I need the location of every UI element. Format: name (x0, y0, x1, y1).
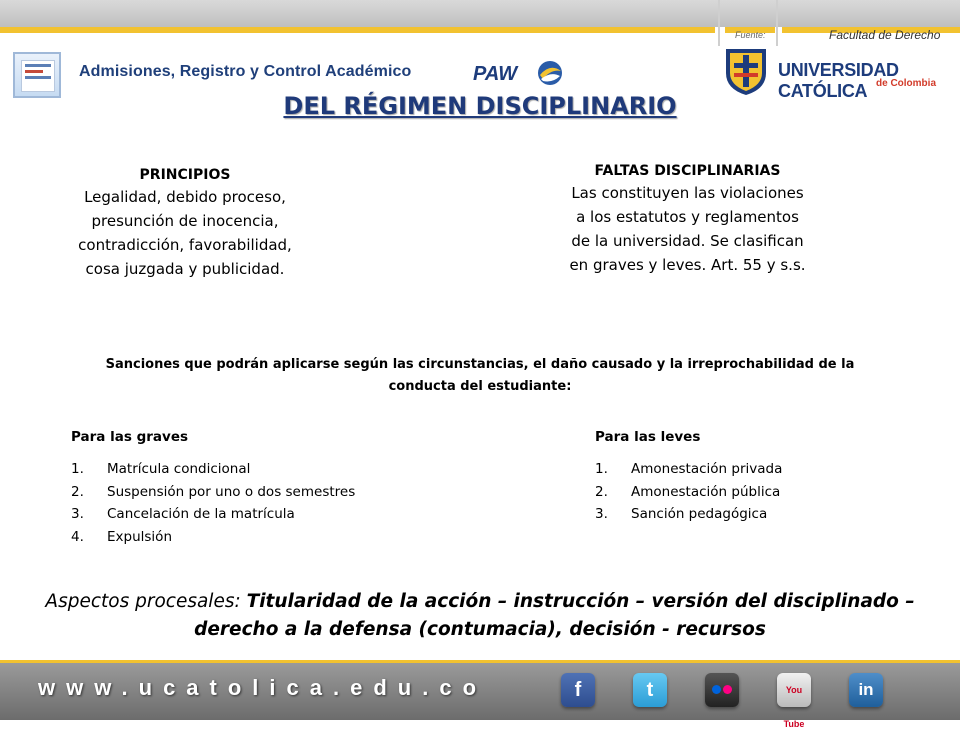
principios-line: cosa juzgada y publicidad. (85, 260, 285, 278)
faltas-line: Las constituyen las violaciones (571, 184, 804, 202)
principios-line: Legalidad, debido proceso, (84, 188, 286, 206)
list-text: Sanción pedagógica (631, 506, 768, 522)
faltas-heading: FALTAS DISCIPLINARIAS (594, 163, 781, 179)
paw-logo (473, 59, 565, 87)
facebook-icon[interactable]: f (561, 673, 595, 707)
list-text: Cancelación de la matrícula (107, 506, 295, 522)
graves-heading: Para las graves (71, 429, 189, 445)
university-name-part2: CATÓLICA (778, 81, 868, 101)
list-item (595, 503, 895, 526)
leves-list (595, 429, 895, 526)
list-item (71, 481, 451, 504)
faltas-line: en graves y leves. Art. 55 y s.s. (569, 256, 806, 274)
university-subtitle: de Colombia (876, 78, 937, 89)
principios-heading: PRINCIPIOS (139, 167, 231, 183)
faltas-line: de la universidad. Se clasifican (571, 232, 804, 250)
list-number: 1. (595, 461, 608, 477)
page-title: DEL RÉGIMEN DISCIPLINARIO (283, 92, 677, 120)
youtube-icon[interactable]: You Tube (777, 673, 811, 707)
university-name-part1: UNIVERSIDAD (778, 60, 899, 80)
list-text: Suspensión por uno o dos semestres (107, 483, 356, 500)
footer (0, 663, 960, 729)
divider (776, 0, 778, 46)
list-number: 2. (71, 483, 84, 500)
list-item (71, 526, 451, 549)
principios-line: contradicción, favorabilidad, (78, 236, 292, 254)
linkedin-icon[interactable]: in (849, 673, 883, 707)
list-number: 3. (595, 506, 608, 522)
list-text: Amonestación privada (631, 461, 783, 477)
list-number: 3. (71, 506, 84, 522)
graves-list (71, 429, 451, 548)
leves-heading: Para las leves (595, 429, 701, 445)
list-text: Amonestación pública (631, 483, 781, 500)
university-crest-icon (722, 45, 770, 97)
list-item (71, 503, 451, 526)
principios-section (55, 167, 315, 281)
list-number: 4. (71, 528, 84, 545)
list-number: 1. (71, 461, 84, 477)
sanciones-line: conducta del estudiante: (388, 379, 572, 394)
aspectos-procesales (30, 588, 930, 644)
list-item (71, 458, 451, 481)
sanciones-line: Sanciones que podrán aplicarse según las circunstancias, el daño causado y la irreprochabilidad de la (105, 357, 855, 372)
divider (718, 0, 720, 46)
website-link[interactable]: www.ucatolica.edu.co (38, 675, 488, 700)
top-banner (0, 0, 960, 27)
list-number: 2. (595, 483, 608, 500)
paw-logo-text: PAW (473, 63, 518, 85)
top-accent-bar (0, 27, 715, 33)
twitter-icon[interactable]: t (633, 673, 667, 707)
flickr-icon[interactable] (705, 673, 739, 707)
faltas-section (540, 163, 835, 277)
list-item (595, 458, 895, 481)
faltas-line: a los estatutos y reglamentos (576, 208, 799, 226)
principios-line: presunción de inocencia, (91, 212, 279, 230)
list-text: Matrícula condicional (107, 461, 251, 477)
aspectos-label: Aspectos procesales: (45, 591, 247, 612)
list-item (595, 481, 895, 504)
sanciones-intro (40, 354, 920, 398)
department-title: Admisiones, Registro y Control Académico (79, 63, 412, 80)
aspectos-line: derecho a la defensa (contumacia), decisión - recursos (194, 619, 766, 640)
source-value: Facultad de Derecho (829, 28, 941, 42)
source-label: Fuente: (735, 30, 766, 40)
aspectos-line: Titularidad de la acción – instrucción – versión del disciplinado – (246, 591, 915, 612)
list-text: Expulsión (107, 528, 172, 545)
